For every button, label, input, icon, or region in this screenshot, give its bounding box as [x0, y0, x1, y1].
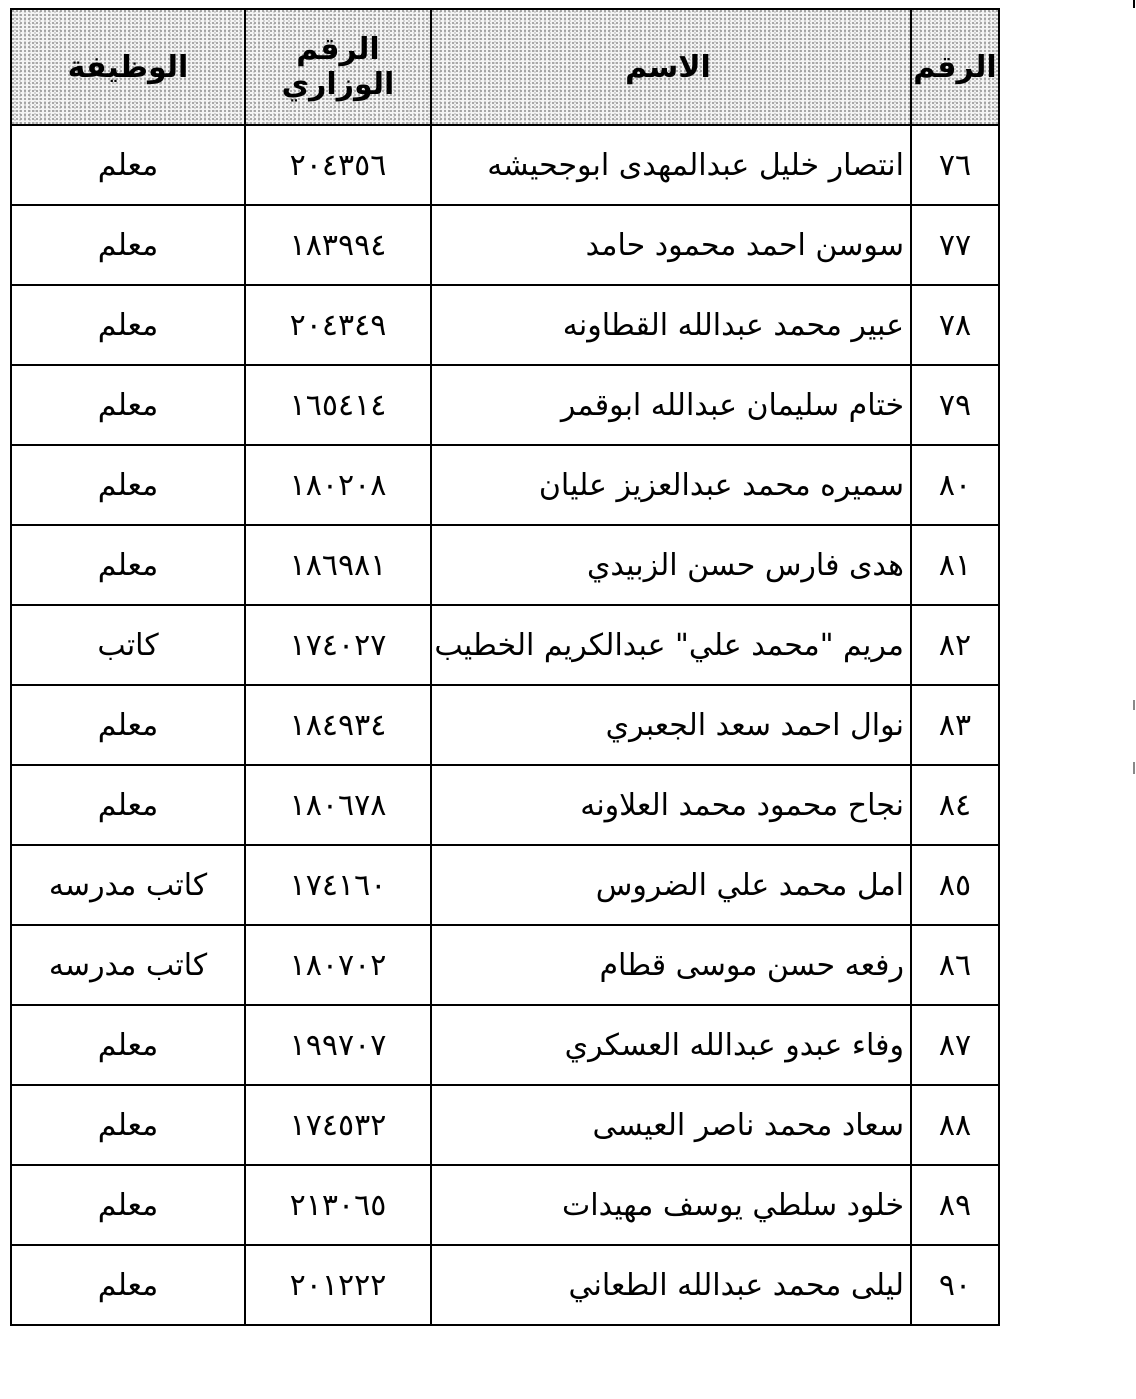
table-row — [11, 445, 999, 525]
header-name: الاسم — [431, 9, 911, 125]
table-row — [11, 285, 999, 365]
cell-job: معلم — [11, 1005, 245, 1085]
cell-job: كاتب مدرسه — [11, 925, 245, 1005]
cell-job: معلم — [11, 1245, 245, 1325]
cell-ministry-number: ١٨٠٦٧٨ — [245, 765, 431, 845]
cell-name: سميره محمد عبدالعزيز عليان — [431, 445, 911, 525]
cell-name: ليلى محمد عبدالله الطعاني — [431, 1245, 911, 1325]
table-row — [11, 685, 999, 765]
cell-job: معلم — [11, 445, 245, 525]
header-job: الوظيفة — [11, 9, 245, 125]
table-row — [11, 605, 999, 685]
cell-ministry-number: ٢١٣٠٦٥ — [245, 1165, 431, 1245]
table-row — [11, 1005, 999, 1085]
header-number: الرقم — [911, 9, 999, 125]
cell-number: ٧٦ — [911, 125, 999, 205]
cell-number: ٧٧ — [911, 205, 999, 285]
cell-name: امل محمد علي الضروس — [431, 845, 911, 925]
cell-ministry-number: ١٧٤٠٢٧ — [245, 605, 431, 685]
cell-ministry-number: ٢٠٤٣٥٦ — [245, 125, 431, 205]
cell-name: وفاء عبدو عبدالله العسكري — [431, 1005, 911, 1085]
cell-ministry-number: ١٨٠٧٠٢ — [245, 925, 431, 1005]
cell-number: ٨٧ — [911, 1005, 999, 1085]
table-row — [11, 925, 999, 1005]
header-row — [11, 9, 999, 125]
cell-number: ٨٢ — [911, 605, 999, 685]
table-row — [11, 1245, 999, 1325]
cell-ministry-number: ١٧٤١٦٠ — [245, 845, 431, 925]
cell-number: ٩٠ — [911, 1245, 999, 1325]
staff-table — [10, 8, 1000, 1326]
cell-ministry-number: ١٨٣٩٩٤ — [245, 205, 431, 285]
table-body — [11, 125, 999, 1325]
cell-ministry-number: ١٨٦٩٨١ — [245, 525, 431, 605]
cell-job: معلم — [11, 525, 245, 605]
cell-name: ختام سليمان عبدالله ابوقمر — [431, 365, 911, 445]
cell-number: ٨١ — [911, 525, 999, 605]
cell-ministry-number: ٢٠٤٣٤٩ — [245, 285, 431, 365]
cell-job: معلم — [11, 1165, 245, 1245]
cell-job: معلم — [11, 205, 245, 285]
table-row — [11, 125, 999, 205]
cell-number: ٨٣ — [911, 685, 999, 765]
cell-job: كاتب مدرسه — [11, 845, 245, 925]
table-row — [11, 1085, 999, 1165]
cell-number: ٨٤ — [911, 765, 999, 845]
cell-job: معلم — [11, 765, 245, 845]
cell-number: ٨٨ — [911, 1085, 999, 1165]
cell-ministry-number: ١٨٠٢٠٨ — [245, 445, 431, 525]
cell-name: نوال احمد سعد الجعبري — [431, 685, 911, 765]
cell-ministry-number: ٢٠١٢٢٢ — [245, 1245, 431, 1325]
document-page — [10, 8, 998, 1326]
cell-number: ٨٩ — [911, 1165, 999, 1245]
cell-ministry-number: ١٧٤٥٣٢ — [245, 1085, 431, 1165]
cell-job: كاتب — [11, 605, 245, 685]
cell-name: رفعه حسن موسى قطام — [431, 925, 911, 1005]
cell-number: ٧٨ — [911, 285, 999, 365]
cell-job: معلم — [11, 1085, 245, 1165]
table-row — [11, 525, 999, 605]
cell-job: معلم — [11, 365, 245, 445]
table-row — [11, 365, 999, 445]
cell-name: سعاد محمد ناصر العيسى — [431, 1085, 911, 1165]
cell-job: معلم — [11, 685, 245, 765]
cell-ministry-number: ١٨٤٩٣٤ — [245, 685, 431, 765]
edge-mark — [1133, 762, 1135, 774]
cell-ministry-number: ١٦٥٤١٤ — [245, 365, 431, 445]
cell-name: نجاح محمود محمد العلاونه — [431, 765, 911, 845]
cell-number: ٨٠ — [911, 445, 999, 525]
cell-name: هدى فارس حسن الزبيدي — [431, 525, 911, 605]
cell-job: معلم — [11, 125, 245, 205]
table-row — [11, 765, 999, 845]
cell-name: سوسن احمد محمود حامد — [431, 205, 911, 285]
cell-name: انتصار خليل عبدالمهدى ابوجحيشه — [431, 125, 911, 205]
edge-mark — [1133, 0, 1135, 8]
cell-number: ٨٥ — [911, 845, 999, 925]
cell-name: عبير محمد عبدالله القطاونه — [431, 285, 911, 365]
cell-job: معلم — [11, 285, 245, 365]
header-ministry-number: الرقم الوزاري — [245, 9, 431, 125]
table-row — [11, 845, 999, 925]
cell-name: مريم "محمد علي" عبدالكريم الخطيب — [431, 605, 911, 685]
cell-number: ٧٩ — [911, 365, 999, 445]
cell-name: خلود سلطي يوسف مهيدات — [431, 1165, 911, 1245]
edge-mark — [1133, 700, 1135, 710]
table-row — [11, 205, 999, 285]
cell-ministry-number: ١٩٩٧٠٧ — [245, 1005, 431, 1085]
table-row — [11, 1165, 999, 1245]
cell-number: ٨٦ — [911, 925, 999, 1005]
